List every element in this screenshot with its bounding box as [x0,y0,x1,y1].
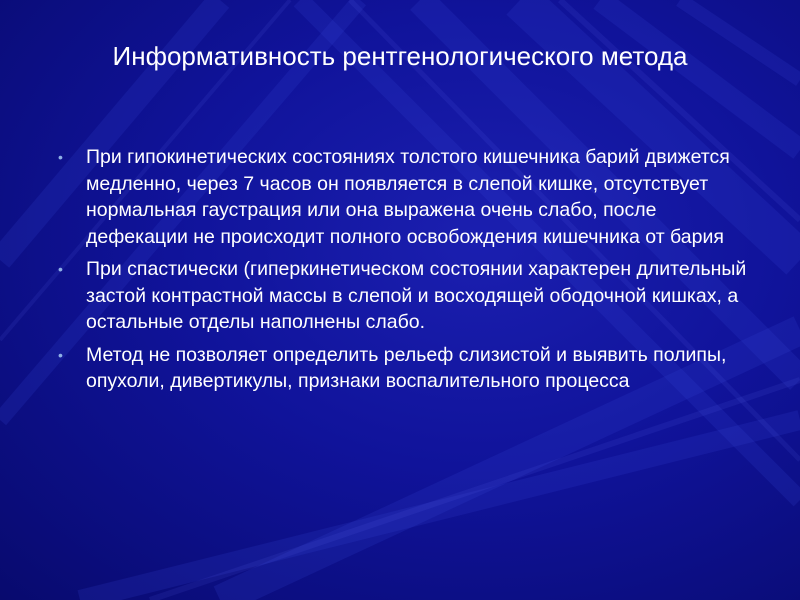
bullet-item [58,144,758,250]
bullet-text: При гипокинетических состояниях толстого кишечника барий движется медленно, через 7 часов он появляется в слепой кишке, отсутствует нормальная гаустрация или она выражена очень слабо, после дефекации не происходит полного освобождения кишечника от бария [86,146,730,248]
bullet-dot-icon: • [58,149,63,165]
bullet-text: При спастически (гиперкинетическом состоянии характерен длительный застой контрастной массы в слепой и восходящей ободочной кишках, а остальные отделы наполнены слабо. [86,258,747,333]
bullet-list [58,144,758,401]
bullet-text: Метод не позволяет определить рельеф слизистой и выявить полипы, опухоли, дивертикулы, признаки воспалительного процесса [86,343,727,392]
bullet-item [58,342,758,395]
bullet-dot-icon: • [58,346,63,363]
bullet-dot-icon: • [58,261,63,277]
slide-title: Информативность рентгенологического метода [112,41,688,71]
bullet-item [58,256,758,336]
